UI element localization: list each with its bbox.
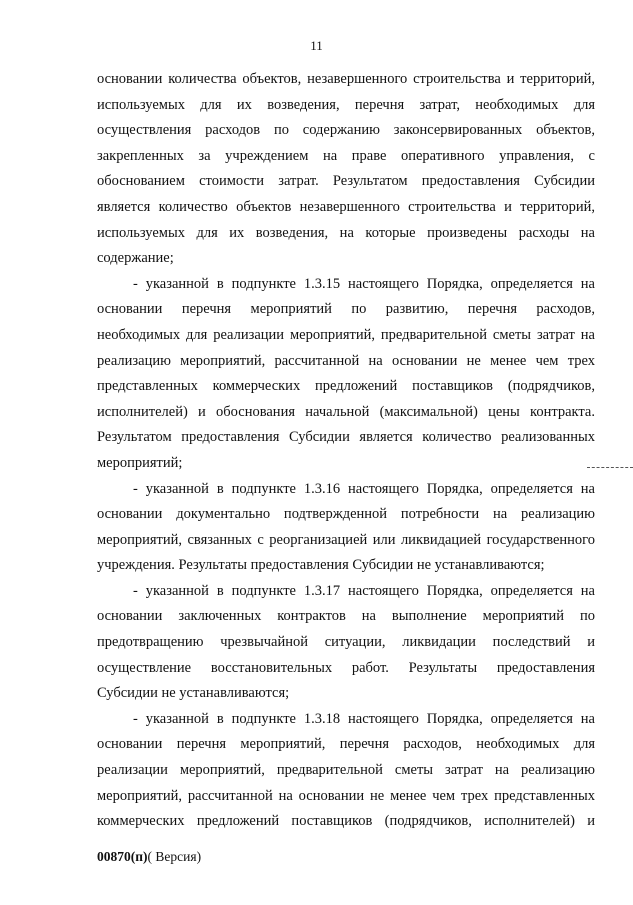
text-line: используемых для их возведения, перечня затрат, необходимых для [97, 96, 595, 113]
text-line: Результатом предоставления Субсидии является количество реализованных [97, 429, 595, 446]
text-line: осуществления расходов по содержанию законсервированных объектов, [97, 122, 595, 139]
text-line: мероприятий; [97, 454, 183, 471]
text-line: исполнителей) и обоснования начальной (максимальной) цены контракта. [97, 403, 595, 420]
version-label: ( Версия) [147, 849, 202, 864]
text-line: содержание; [97, 250, 174, 267]
text-line: обоснованием стоимости затрат. Результатом предоставления Субсидии [97, 173, 595, 190]
text-line: основании перечня мероприятий по развитию, перечня расходов, [97, 301, 595, 318]
text-line: реализацию мероприятий, рассчитанной на основании не менее чем трех [97, 352, 595, 369]
text-line: Субсидии не устанавливаются; [97, 685, 290, 702]
text-line: основании документально подтвержденной потребности на реализацию [97, 506, 595, 523]
text-line: учреждения. Результаты предоставления Субсидии не устанавливаются; [97, 557, 545, 574]
text-line: коммерческих предложений поставщиков (подрядчиков, исполнителей) и [97, 813, 595, 830]
body-text [97, 67, 595, 835]
text-line: - указанной в подпункте 1.3.15 настоящего Порядка, определяется на [133, 275, 595, 292]
text-line: - указанной в подпункте 1.3.17 настоящего Порядка, определяется на [133, 582, 595, 599]
document-footer [97, 849, 201, 865]
text-line: мероприятий, рассчитанной на основании не менее чем трех представленных [97, 787, 595, 804]
text-line: осуществление восстановительных работ. Результаты предоставления [97, 659, 595, 676]
text-line: представленных коммерческих предложений поставщиков (подрядчиков, [97, 378, 595, 395]
scan-edge-mark [587, 467, 633, 468]
text-line: используемых для их возведения, на которые произведены расходы на [97, 224, 595, 241]
text-line: закрепленных за учреждением на праве оперативного управления, с [97, 147, 595, 164]
text-line: является количество объектов незавершенного строительства и территорий, [97, 198, 595, 215]
text-line: мероприятий, связанных с реорганизацией или ликвидацией государственного [97, 531, 595, 548]
text-line: - указанной в подпункте 1.3.18 настоящего Порядка, определяется на [133, 710, 595, 727]
text-line: необходимых для реализации мероприятий, предварительной сметы затрат на [97, 326, 595, 343]
text-line: реализации мероприятий, предварительной сметы затрат на реализацию [97, 762, 595, 779]
text-line: основании перечня мероприятий, перечня расходов, необходимых для [97, 736, 595, 753]
text-line: основании заключенных контрактов на выполнение мероприятий по [97, 608, 595, 625]
page-number: 11 [310, 38, 323, 53]
text-line: предотвращению чрезвычайной ситуации, ликвидации последствий и [97, 634, 595, 651]
text-line: - указанной в подпункте 1.3.16 настоящего Порядка, определяется на [133, 480, 595, 497]
text-line: основании количества объектов, незавершенного строительства и территорий, [97, 71, 595, 87]
document-code: 00870(п) [97, 849, 148, 864]
